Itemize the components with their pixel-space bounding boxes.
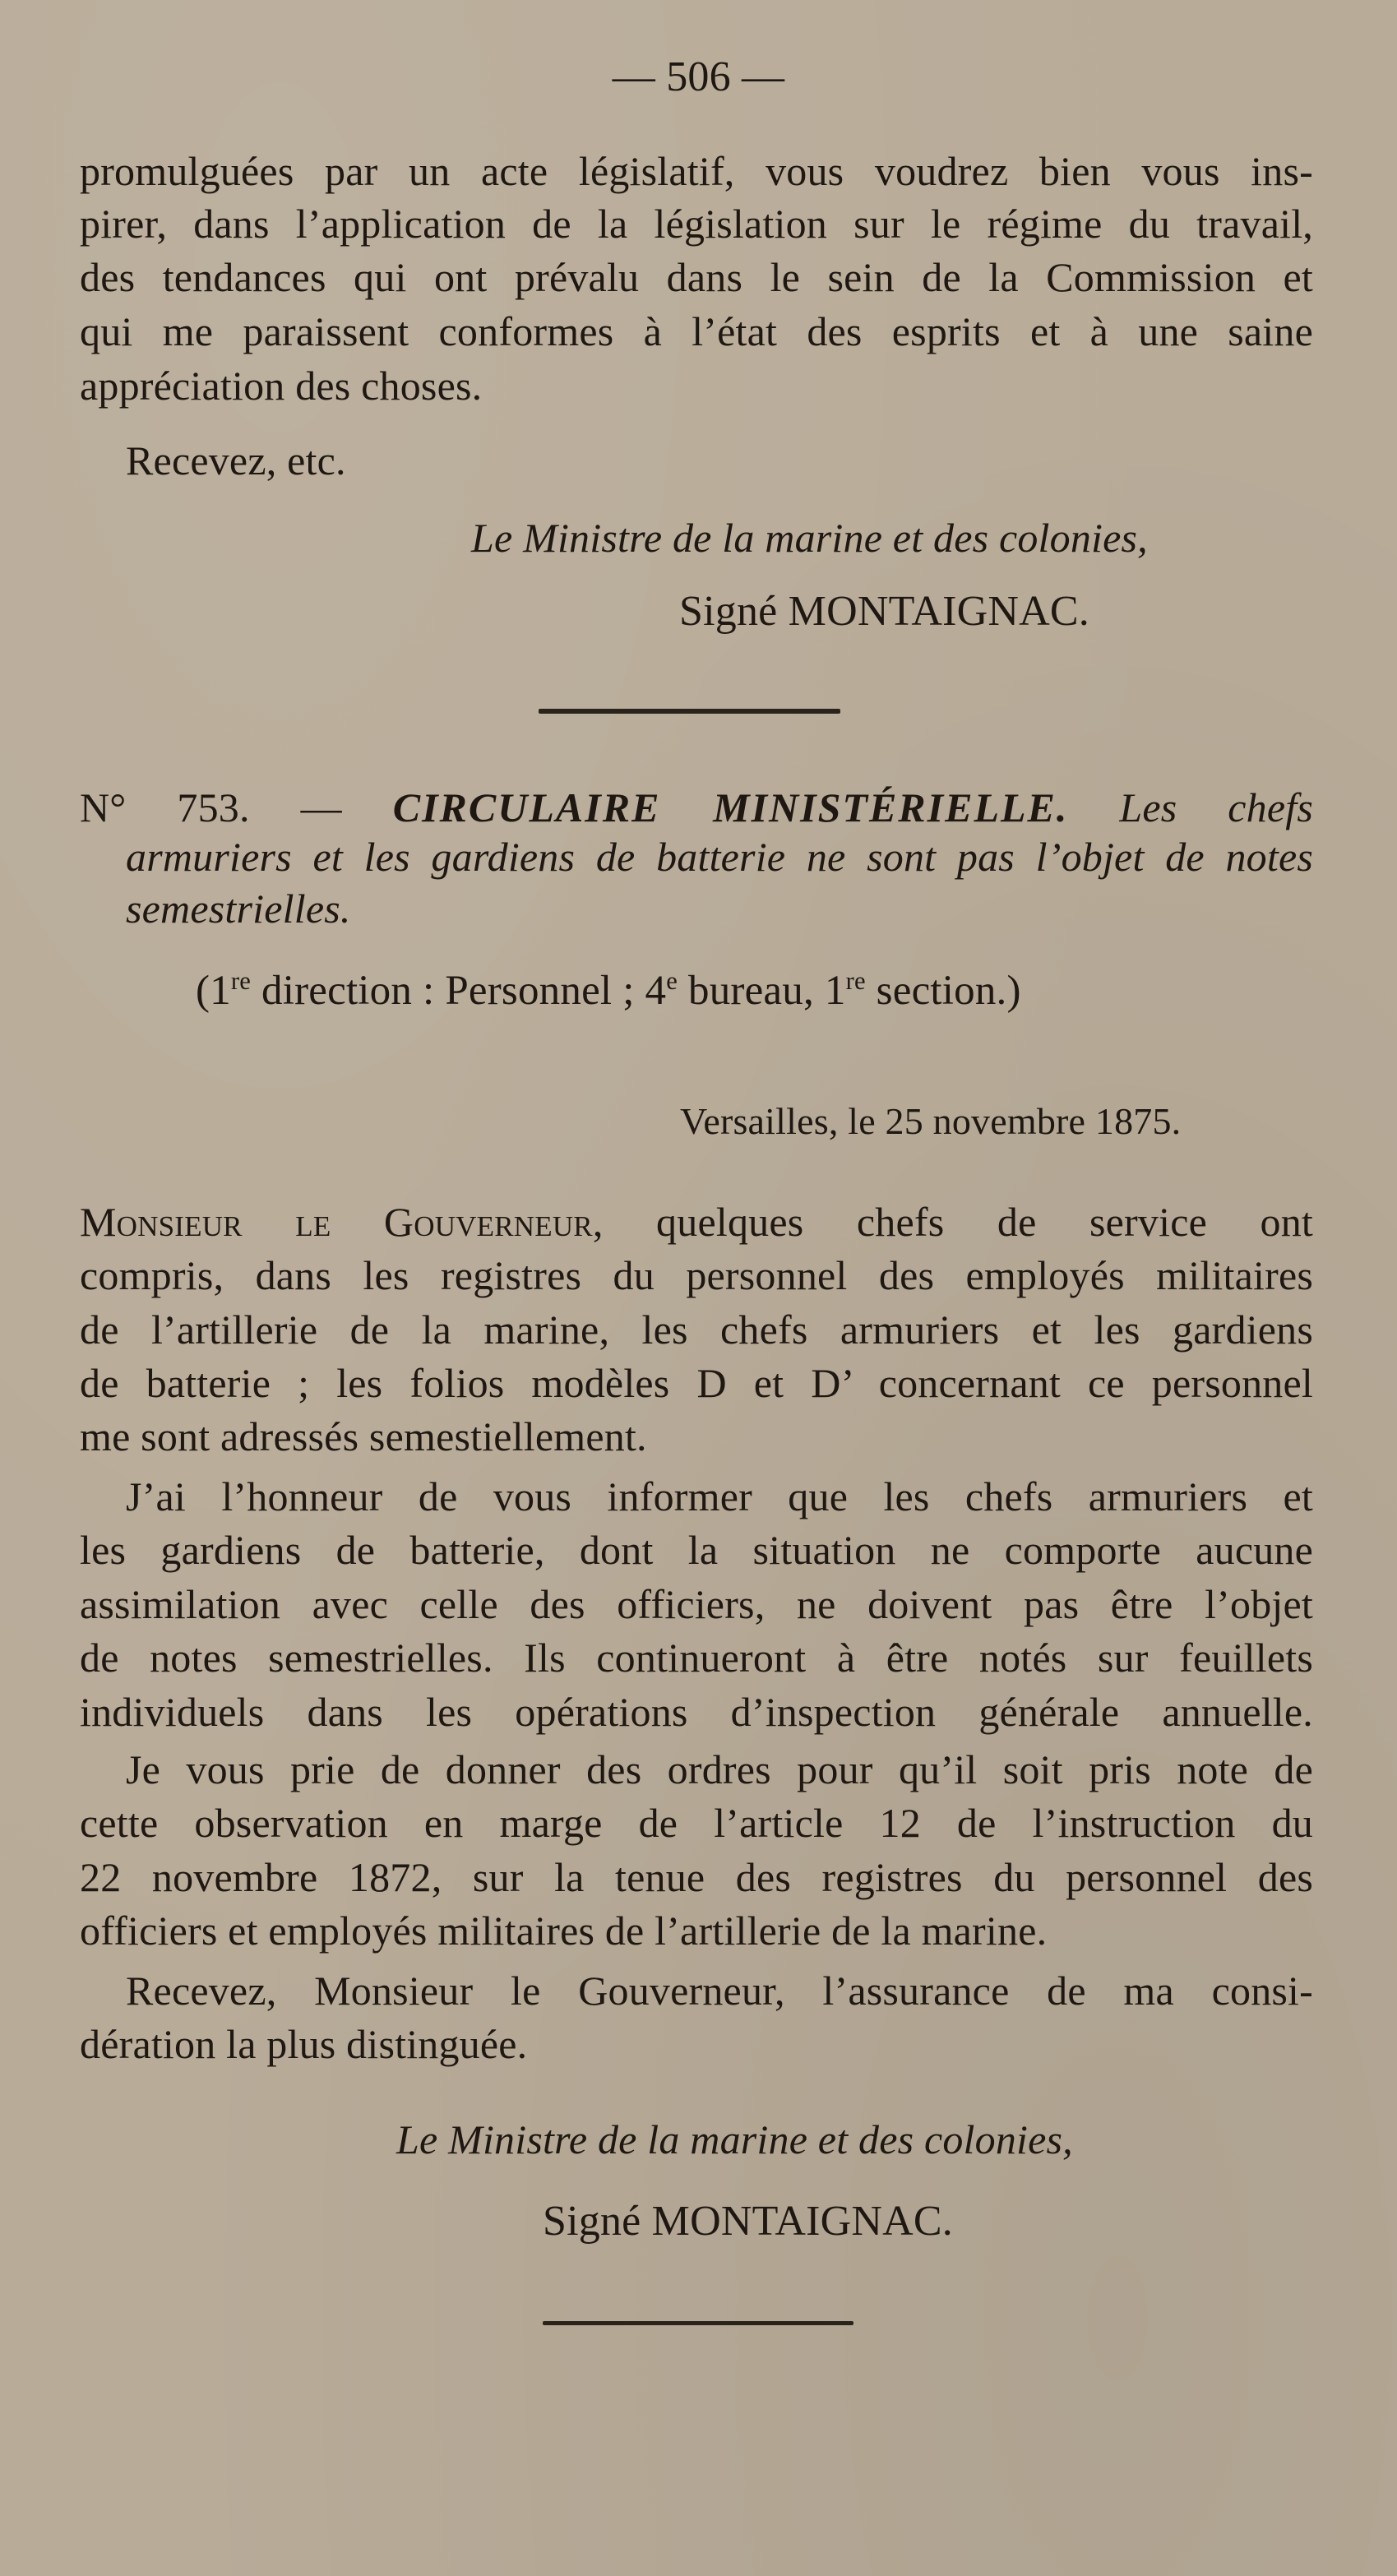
text-line: compris, dans les registres du personnel des employés militaires	[80, 1252, 1313, 1298]
text-line: 22 novembre 1872, sur la tenue des registres du personnel des	[80, 1854, 1313, 1900]
text-line: assimilation avec celle des officiers, ne doivent pas être l’objet	[80, 1581, 1313, 1627]
page-number: — 506 —	[612, 53, 785, 100]
text-line: de notes semestrielles. Ils continueront à être notés sur feuillets	[80, 1635, 1313, 1681]
end-divider	[543, 2321, 853, 2325]
text-line: qui me paraissent conformes à l’état des esprits et à une saine	[80, 308, 1313, 354]
signature-title: Le Ministre de la marine et des colonies,	[396, 2116, 1073, 2162]
circular-title: CIRCULAIRE MINISTÉRIELLE.	[392, 784, 1069, 830]
signature-name: Signé MONTAIGNAC.	[679, 588, 1089, 635]
text-line: J’ai l’honneur de vous informer que les chefs armuriers et	[126, 1473, 1313, 1519]
text-line: appréciation des choses.	[80, 363, 483, 409]
text-line: Je vous prie de donner des ordres pour qu’il soit pris note de	[126, 1746, 1313, 1792]
section-divider	[539, 709, 840, 714]
text-line: pirer, dans l’application de la législation sur le régime du travail,	[80, 201, 1313, 247]
text-line: Monsieur le Gouverneur, quelques chefs de service ont	[80, 1199, 1313, 1245]
salutation: Monsieur le Gouverneur,	[80, 1199, 604, 1245]
text-line: de batterie ; les folios modèles D et D’ concernant ce personnel	[80, 1360, 1313, 1406]
text-line: les gardiens de batterie, dont la situation ne comporte aucune	[80, 1527, 1313, 1573]
text-line: Recevez, Monsieur le Gouverneur, l’assurance de ma consi-	[126, 1968, 1313, 2014]
circular-number: N° 753. —	[80, 784, 342, 830]
circular-subtitle-start: Les chefs	[1119, 784, 1314, 830]
signature-name: Signé MONTAIGNAC.	[543, 2198, 953, 2245]
text-line: dération la plus distinguée.	[80, 2021, 528, 2067]
text-line: de l’artillerie de la marine, les chefs armuriers et les gardiens	[80, 1306, 1313, 1353]
closing-text: Recevez, etc.	[126, 437, 346, 483]
direction-line: (1re direction : Personnel ; 4e bureau, 1re section.)	[196, 967, 1021, 1014]
text-line: cette observation en marge de l’article 12 de l’instruction du	[80, 1800, 1313, 1846]
text-line: individuels dans les opérations d’inspection générale annuelle.	[80, 1689, 1313, 1735]
circular-subtitle: armuriers et les gardiens de batterie ne sont pas l’objet de notes	[126, 834, 1313, 880]
text-line: des tendances qui ont prévalu dans le sein de la Commission et	[80, 254, 1313, 300]
signature-title: Le Ministre de la marine et des colonies,	[471, 515, 1148, 561]
circular-heading	[80, 781, 1313, 834]
text-line: me sont adressés semestiellement.	[80, 1413, 647, 1459]
text-line: promulguées par un acte législatif, vous voudrez bien vous ins-	[80, 148, 1313, 194]
circular-subtitle: semestrielles.	[126, 886, 351, 932]
text-line: officiers et employés militaires de l’artillerie de la marine.	[80, 1908, 1048, 1954]
date-line: Versailles, le 25 novembre 1875.	[680, 1100, 1182, 1142]
